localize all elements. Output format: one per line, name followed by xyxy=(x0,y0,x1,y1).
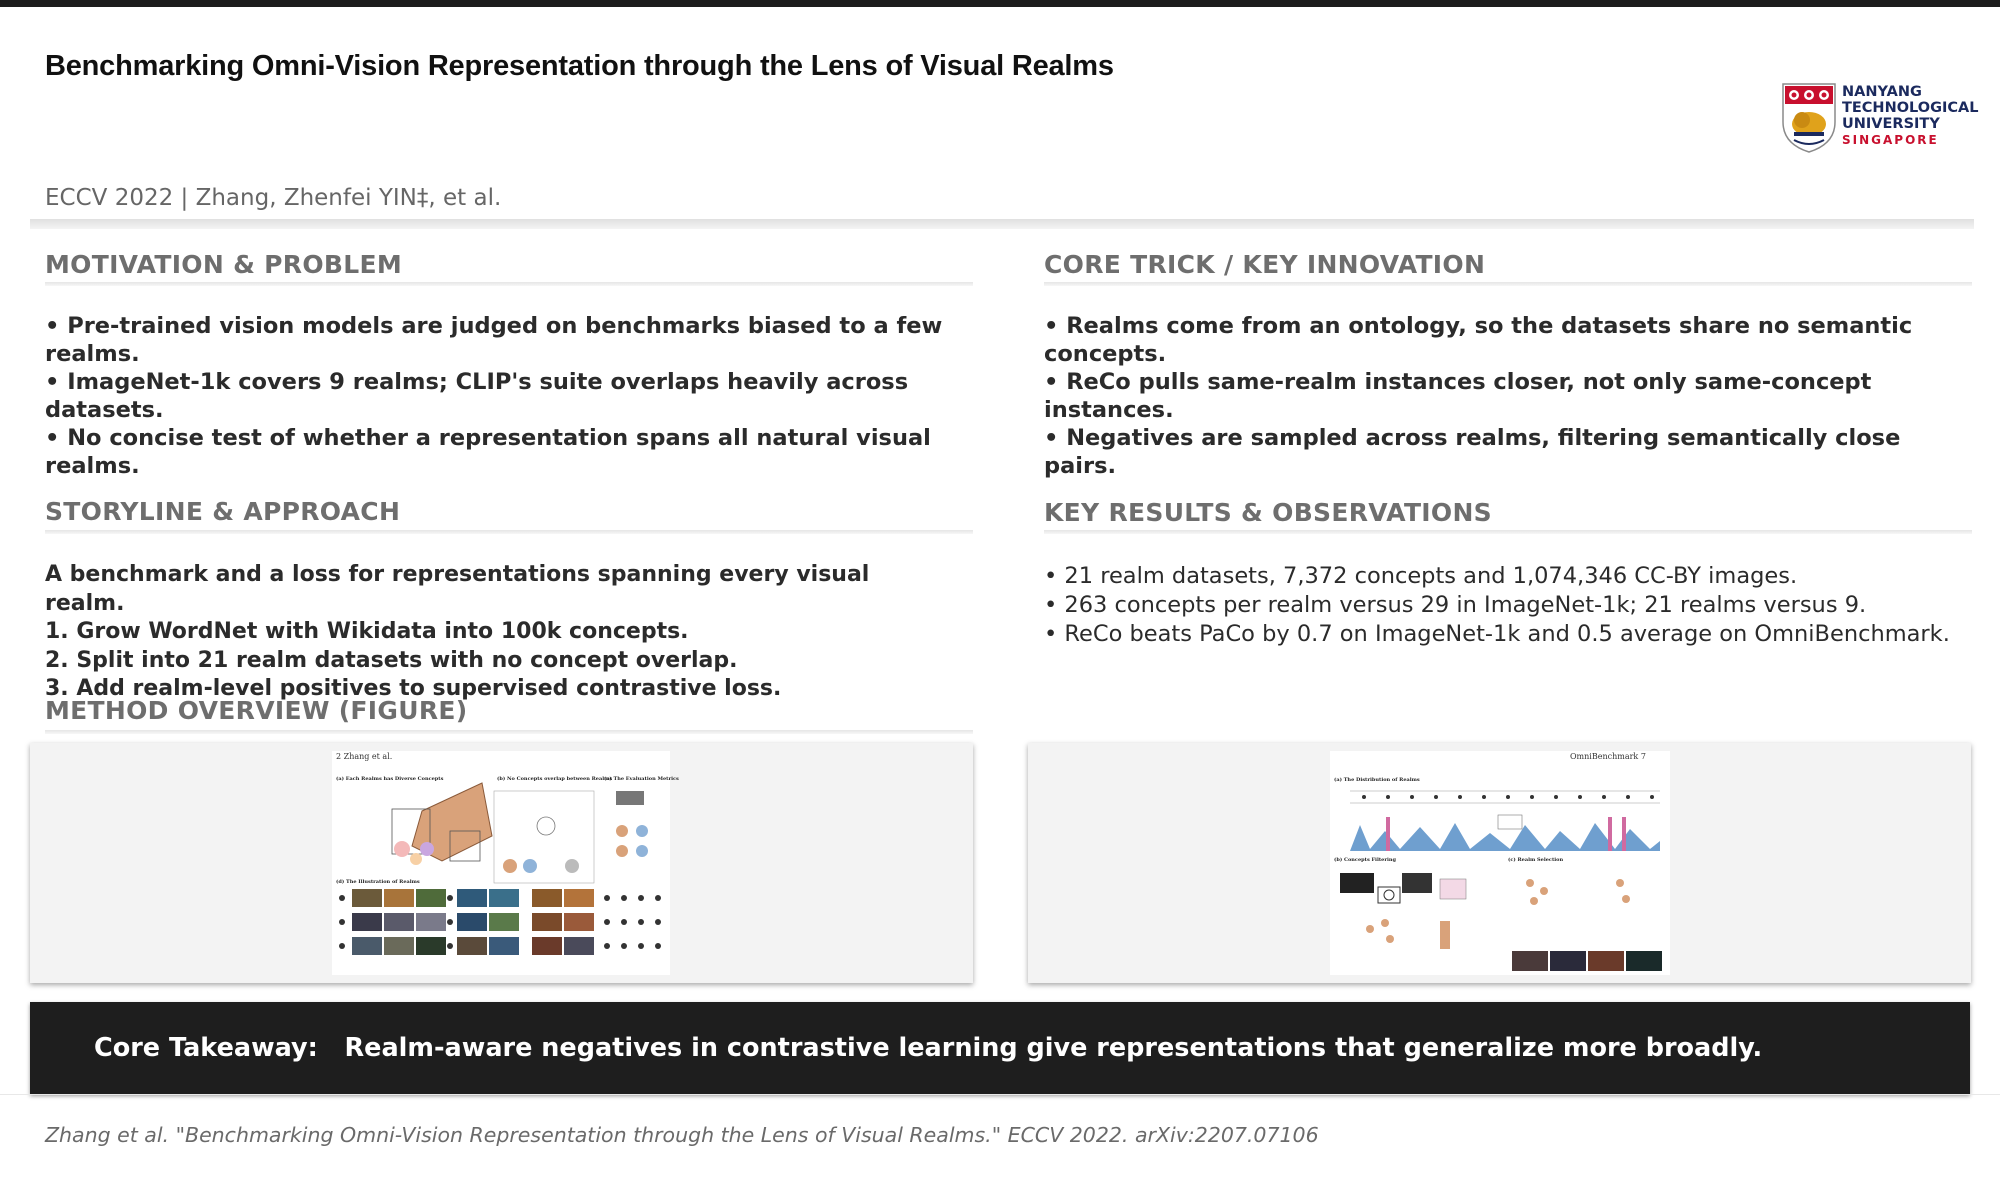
results-list xyxy=(1044,562,1964,649)
storyline-divider xyxy=(45,530,973,534)
figure-panel-label: (b) Concepts Filtering xyxy=(1334,857,1397,863)
core-trick-title: CORE TRICK / KEY INNOVATION xyxy=(1044,250,1486,279)
figure-page-header: OmniBenchmark 7 xyxy=(1570,752,1646,761)
storyline-step: 2. Split into 21 realm datasets with no concept overlap. xyxy=(45,647,738,673)
motivation-divider xyxy=(45,282,973,286)
figure-divider xyxy=(45,730,973,734)
core-takeaway-text xyxy=(94,1033,1762,1063)
results-bullet: • 263 concepts per realm versus 29 in ImageNet-1k; 21 realms versus 9. xyxy=(1044,592,1867,618)
storyline-step: 3. Add realm-level positives to supervised contrastive loss. xyxy=(45,676,782,701)
results-bullet: • 21 realm datasets, 7,372 concepts and 1,074,346 CC-BY images. xyxy=(1044,563,1798,589)
venue-authors: ECCV 2022 | Zhang, Zhenfei YIN‡, et al. xyxy=(45,185,502,211)
storyline-step: 1. Grow WordNet with Wikidata into 100k concepts. xyxy=(45,619,689,644)
lion-crest-icon xyxy=(1780,82,1838,154)
results-title: KEY RESULTS & OBSERVATIONS xyxy=(1044,498,1492,527)
takeaway-label: Core Takeaway: xyxy=(94,1033,318,1063)
results-divider xyxy=(1044,530,1972,534)
figure-panel-left xyxy=(30,743,973,983)
figure-panel-label: (a) The Distribution of Realms xyxy=(1334,777,1420,783)
motivation-bullet: • ImageNet-1k covers 9 realms; CLIP's suite overlaps heavily across datasets. xyxy=(45,369,909,423)
storyline-intro: A benchmark and a loss for representations spanning every visual realm. xyxy=(45,562,870,616)
header-divider xyxy=(30,219,1974,229)
university-name: NANYANG TECHNOLOGICAL UNIVERSITY SINGAPORE xyxy=(1842,84,1979,147)
motivation-bullet: • Pre-trained vision models are judged on benchmarks biased to a few realms. xyxy=(45,313,943,367)
figure-section-title: METHOD OVERVIEW (FIGURE) xyxy=(45,696,468,725)
motivation-bullet: • No concise test of whether a representation spans all natural visual realms. xyxy=(45,425,931,479)
figure-panel-label: (d) The Illustration of Realms xyxy=(336,879,420,885)
figure-panel-label: (c) The Evaluation Metrics xyxy=(604,776,679,782)
footer-divider xyxy=(0,1094,2000,1095)
core-takeaway-banner xyxy=(30,1002,1970,1094)
storyline-title: STORYLINE & APPROACH xyxy=(45,497,401,526)
top-bar xyxy=(0,0,2000,7)
figure-panel-right xyxy=(1028,743,1971,983)
core-trick-bullet: • Negatives are sampled across realms, filtering semantically close pairs. xyxy=(1044,425,1901,479)
storyline-text xyxy=(45,561,945,704)
core-trick-list xyxy=(1044,312,1964,480)
core-trick-bullet: • ReCo pulls same-realm instances closer, not only same-concept instances. xyxy=(1044,369,1872,423)
university-logo xyxy=(1780,80,1980,156)
results-bullet: • ReCo beats PaCo by 0.7 on ImageNet-1k and 0.5 average on OmniBenchmark. xyxy=(1044,621,1950,647)
figure-page-header: 2 Zhang et al. xyxy=(336,752,393,761)
motivation-title: MOTIVATION & PROBLEM xyxy=(45,250,403,279)
figure-panel-label: (a) Each Realms has Diverse Concepts xyxy=(336,776,444,782)
motivation-list xyxy=(45,312,965,480)
paper-figure-left xyxy=(332,751,679,975)
figure-panel-label: (b) No Concepts overlap between Realms xyxy=(497,776,613,782)
citation: Zhang et al. "Benchmarking Omni-Vision Representation through the Lens of Visual Realms." ECCV 2022. arXiv:2207.07106 xyxy=(45,1123,1319,1147)
core-trick-divider xyxy=(1044,282,1972,286)
page-title: Benchmarking Omni-Vision Representation through the Lens of Visual Realms xyxy=(45,50,1114,82)
paper-figure-right xyxy=(1330,751,1670,975)
takeaway-message: Realm-aware negatives in contrastive learning give representations that generalize more broadly. xyxy=(344,1033,1763,1063)
core-trick-bullet: • Realms come from an ontology, so the datasets share no semantic concepts. xyxy=(1044,313,1913,367)
figure-panel-label: (c) Realm Selection xyxy=(1508,857,1564,863)
